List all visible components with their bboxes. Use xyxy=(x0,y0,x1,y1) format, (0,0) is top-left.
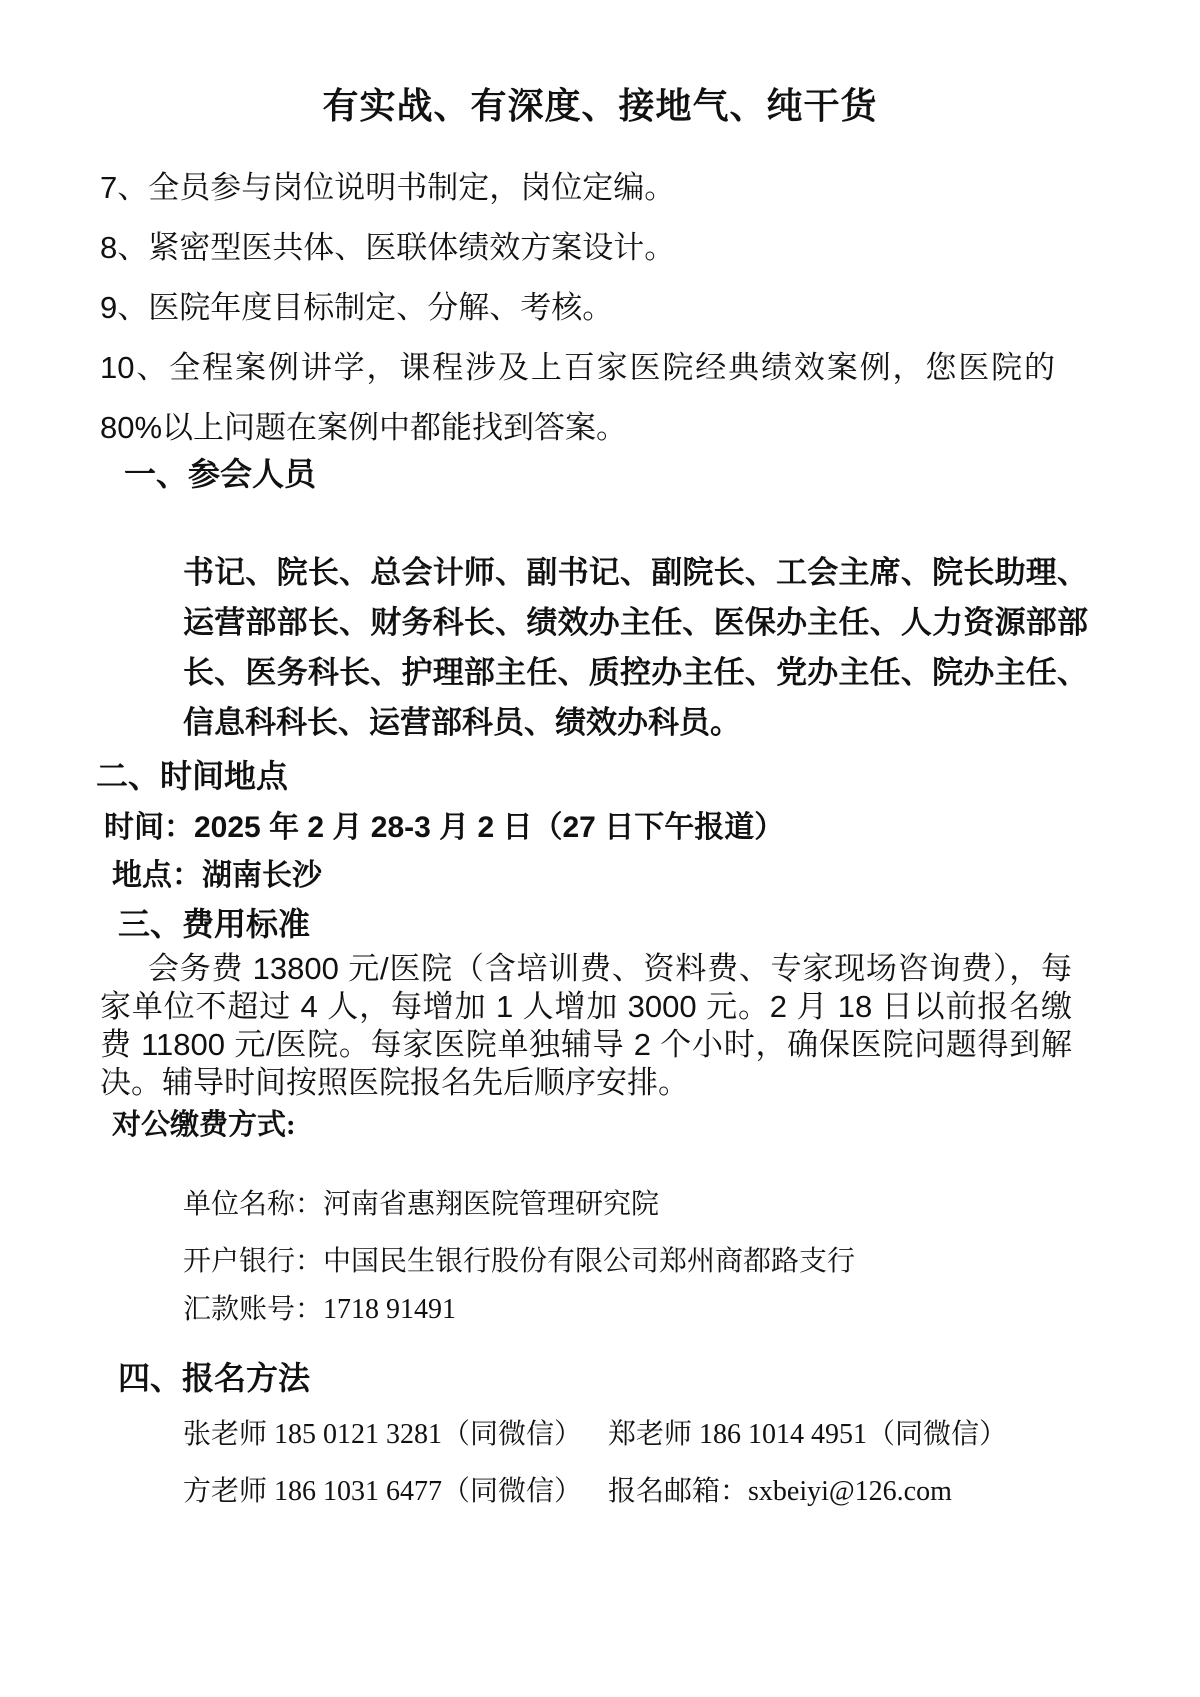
schedule-place-line: 地点：湖南长沙 xyxy=(112,859,322,892)
payment-unit-name-line: 单位名称：河南省惠翔医院管理研究院 xyxy=(183,1189,660,1220)
document-title: 有实战、有深度、接地气、纯干货 xyxy=(322,85,878,126)
numbered-point-8: 8、紧密型医共体、医联体绩效方案设计。 xyxy=(100,230,676,265)
registration-email: 报名邮箱：sxbeiyi@126.com xyxy=(608,1476,952,1507)
section-heading-registration: 四、报名方法 xyxy=(118,1360,311,1396)
attendees-roles-paragraph: 书记、院长、总会计师、副书记、副院长、工会主席、院长助理、运营部部长、财务科长、绩效办主任、医保办主任、人力资源部部长、医务科长、护理部主任、质控办主任、党办主任、院办主任、信息科科长、运营部科员、绩效办科员。 xyxy=(183,555,1088,740)
contact-teacher-zheng: 郑老师 186 1014 4951（同微信） xyxy=(608,1419,1008,1450)
contact-teacher-zhang: 张老师 185 0121 3281（同微信） xyxy=(183,1419,583,1450)
section-heading-fees: 三、费用标准 xyxy=(118,906,311,942)
numbered-point-7: 7、全员参与岗位说明书制定，岗位定编。 xyxy=(100,170,676,205)
contact-teacher-fang: 方老师 186 1031 6477（同微信） xyxy=(183,1476,583,1507)
schedule-time-line: 时间：2025 年 2 月 28-3 月 2 日（27 日下午报道） xyxy=(104,811,785,844)
fees-paragraph: 会务费 13800 元/医院（含培训费、资料费、专家现场咨询费），每家单位不超过 4 人，每增加 1 人增加 3000 元。2 月 18 日以前报名缴费 11800 元/医院。每家医院单独辅导 2 个小时，确保医院问题得到解决。辅导时间按照医院报名先后顺序安排。 xyxy=(100,951,1072,1100)
payment-bank-line: 开户银行：中国民生银行股份有限公司郑州商都路支行 xyxy=(183,1246,856,1277)
payment-account-number-line: 汇款账号：1718 91491 xyxy=(183,1294,457,1325)
section-heading-schedule: 二、时间地点 xyxy=(96,758,289,794)
numbered-point-9: 9、医院年度目标制定、分解、考核。 xyxy=(100,290,614,325)
numbered-point-10: 10、全程案例讲学，课程涉及上百家医院经典绩效案例，您医院的 80%以上问题在案例中都能找到答案。 xyxy=(100,350,1055,445)
section-heading-attendees: 一、参会人员 xyxy=(124,456,317,492)
payment-method-label: 对公缴费方式: xyxy=(112,1109,296,1141)
